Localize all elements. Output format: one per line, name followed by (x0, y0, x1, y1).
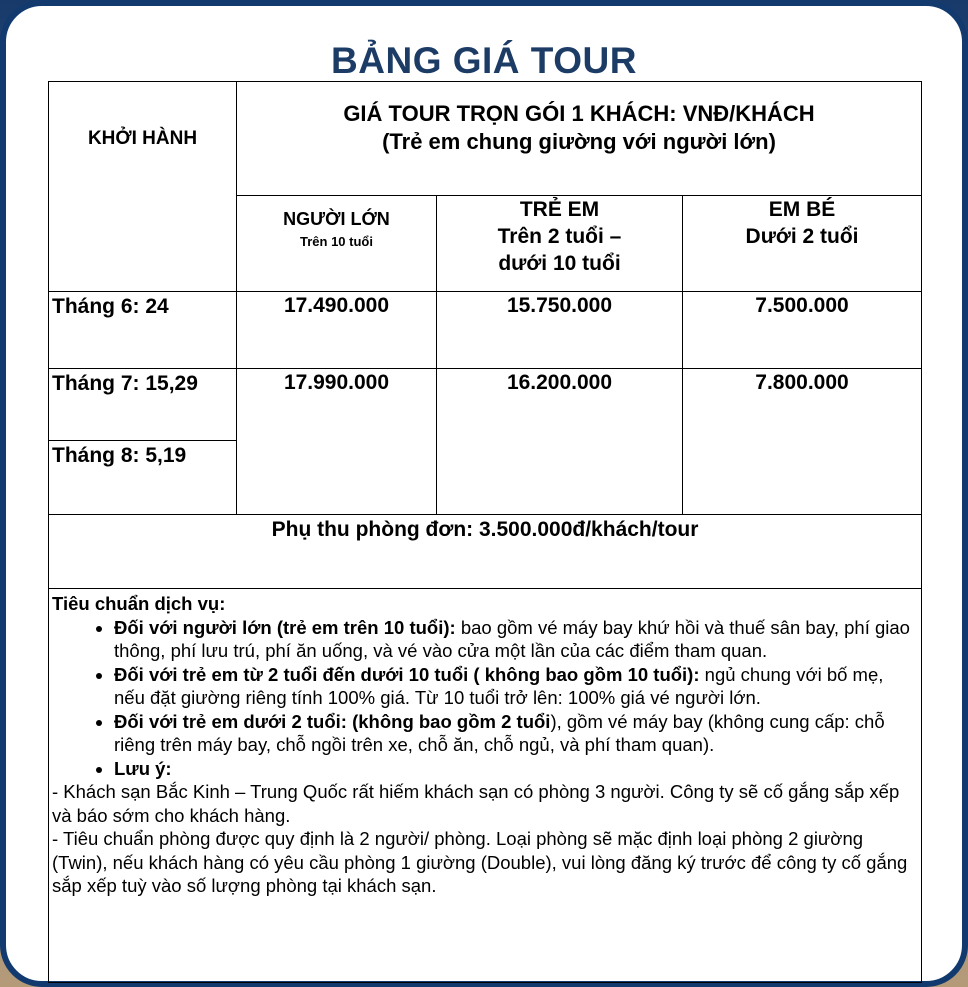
depart-header (49, 82, 237, 292)
baby-header-title: EM BÉ (768, 198, 836, 221)
list-item (114, 710, 917, 757)
table-row (49, 292, 922, 369)
note-text: bao gồm vé máy bay khứ hồi và thuế sân bay, phí giao thông, phí lưu trú, phí ăn uống, và vé vào cửa một lần của các điểm tham quan. (114, 616, 910, 661)
note-text: ngủ chung với bố mẹ, nếu đặt giường riêng tính 100% giá. Từ 10 tuổi trở lên: 100% giá vé người lớn. (114, 663, 884, 708)
note-bold: Đối với trẻ em từ 2 tuổi đến dưới 10 tuổi ( không bao gồm 10 tuổi): (114, 663, 700, 685)
child-header-sub1: Trên 2 tuổi – (497, 225, 622, 248)
child-header-sub2: dưới 10 tuổi (498, 252, 621, 275)
notes-row (49, 589, 922, 983)
table-row (49, 369, 922, 441)
list-item (114, 663, 917, 710)
month-cell: Tháng 8: 5,19 (49, 441, 237, 515)
child-price: 15.750.000 (437, 292, 683, 369)
note-line: - Tiêu chuẩn phòng được quy định là 2 người/ phòng. Loại phòng sẽ mặc định loại phòng 2 giường (Twin), nếu khách hàng có yêu cầu phòng 1 giường (Double), vui lòng đăng ký trước để công ty cố gắng sắp xếp tuỳ vào số lượng phòng tại khách sạn. (52, 828, 908, 896)
page-title: BẢNG GIÁ TOUR (331, 40, 637, 81)
baby-header-sub: Dưới 2 tuổi (745, 225, 859, 248)
single-room-surcharge: Phụ thu phòng đơn: 3.500.000đ/khách/tour (49, 515, 922, 589)
service-notes (49, 589, 922, 983)
notes-list (52, 616, 917, 781)
adult-price: 17.490.000 (237, 292, 437, 369)
note-line: - Khách sạn Bắc Kinh – Trung Quốc rất hiếm khách sạn có phòng 3 người. Công ty sẽ cố gắng sắp xếp và báo sớm cho khách hàng. (52, 781, 900, 826)
adult-header-title: NGƯỜI LỚN (283, 209, 390, 229)
baby-price: 7.800.000 (683, 369, 922, 515)
child-header-title: TRẺ EM (519, 198, 600, 221)
note-bold: Lưu ý: (114, 757, 172, 779)
adult-header (237, 196, 437, 292)
child-price: 16.200.000 (437, 369, 683, 515)
adult-price: 17.990.000 (237, 369, 437, 515)
list-item (114, 616, 917, 663)
month-cell: Tháng 7: 15,29 (49, 369, 237, 441)
child-header (437, 196, 683, 292)
note-bold: Đối với trẻ em dưới 2 tuổi: (không bao gồm 2 tuổi (114, 710, 551, 732)
surcharge-row (49, 515, 922, 589)
list-item (114, 757, 917, 781)
price-header-line1: GIÁ TOUR TRỌN GÓI 1 KHÁCH: VNĐ/KHÁCH (343, 101, 815, 126)
price-table (48, 81, 922, 983)
price-header (237, 82, 922, 196)
baby-header (683, 196, 922, 292)
baby-price: 7.500.000 (683, 292, 922, 369)
depart-header-label: KHỞI HÀNH (87, 128, 198, 149)
month-cell: Tháng 6: 24 (49, 292, 237, 369)
price-header-line2: (Trẻ em chung giường với người lớn) (382, 129, 776, 154)
note-text: ), gồm vé máy bay (không cung cấp: chỗ riêng trên máy bay, chỗ ngồi trên xe, chỗ ăn, chỗ ngủ, và phí tham quan). (114, 710, 885, 755)
notes-heading: Tiêu chuẩn dịch vụ: (52, 593, 226, 614)
note-bold: Đối với người lớn (trẻ em trên 10 tuổi): (114, 616, 456, 638)
header-row (49, 82, 922, 196)
adult-header-sub: Trên 10 tuổi (300, 234, 373, 249)
